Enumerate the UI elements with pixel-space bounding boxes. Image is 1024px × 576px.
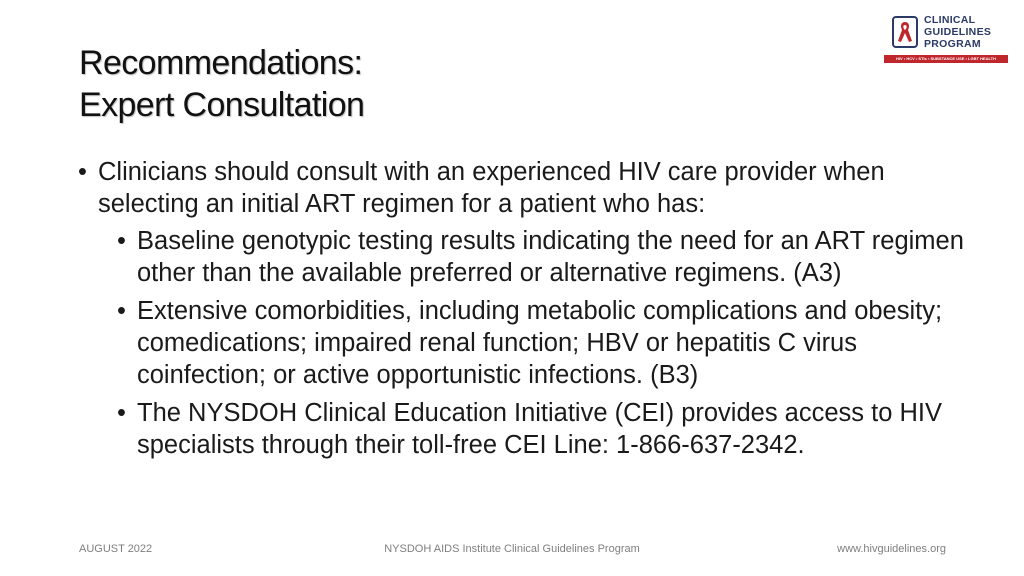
slide-title-line-1: Recommendations: [79, 44, 363, 82]
slide-title-line-2: Expert Consultation [79, 86, 365, 124]
logo-wordmark [924, 14, 991, 50]
sub-bullet-genotypic [117, 225, 978, 289]
bullet-list [78, 156, 978, 461]
bullet-marker: • [117, 399, 126, 427]
sub-bullet-text: Baseline genotypic testing results indicating the need for an ART regimen other than the available preferred or alternative regimens. (A3) [137, 227, 964, 287]
sub-bullet-cei-line [117, 397, 978, 461]
slide-title [79, 42, 364, 126]
ribbon-icon [892, 16, 918, 50]
slide-body [78, 156, 978, 467]
logo-tagline-bar: HIV • HCV • STIs • SUBSTANCE USE • LGBT HEALTH [884, 55, 1008, 63]
sub-bullet-comorbidities [117, 295, 978, 391]
bullet-marker: • [78, 158, 87, 186]
logo-line-2: GUIDELINES [924, 26, 992, 38]
logo-line-1: CLINICAL [924, 14, 976, 26]
sub-bullet-text: The NYSDOH Clinical Education Initiative (CEI) provides access to HIV specialists through their toll-free CEI Line: 1-866-637-2342. [137, 399, 942, 459]
footer-program: NYSDOH AIDS Institute Clinical Guidelines Program [384, 543, 640, 555]
main-bullet [78, 156, 978, 461]
bullet-marker: • [117, 297, 126, 325]
sub-bullet-text: Extensive comorbidities, including metabolic complications and obesity; comedications; impaired renal function; HBV or hepatitis C virus coinfection; or active opportunistic infections. (B3) [137, 297, 943, 389]
main-bullet-text: Clinicians should consult with an experienced HIV care provider when selecting an initial ART regimen for a patient who has: [98, 158, 885, 218]
clinical-guidelines-logo [884, 14, 1008, 64]
footer-date: AUGUST 2022 [79, 543, 153, 555]
footer-url: www.hivguidelines.org [837, 543, 946, 555]
bullet-marker: • [117, 227, 126, 255]
logo-line-3: PROGRAM [924, 38, 981, 50]
sub-bullet-list [98, 225, 978, 461]
